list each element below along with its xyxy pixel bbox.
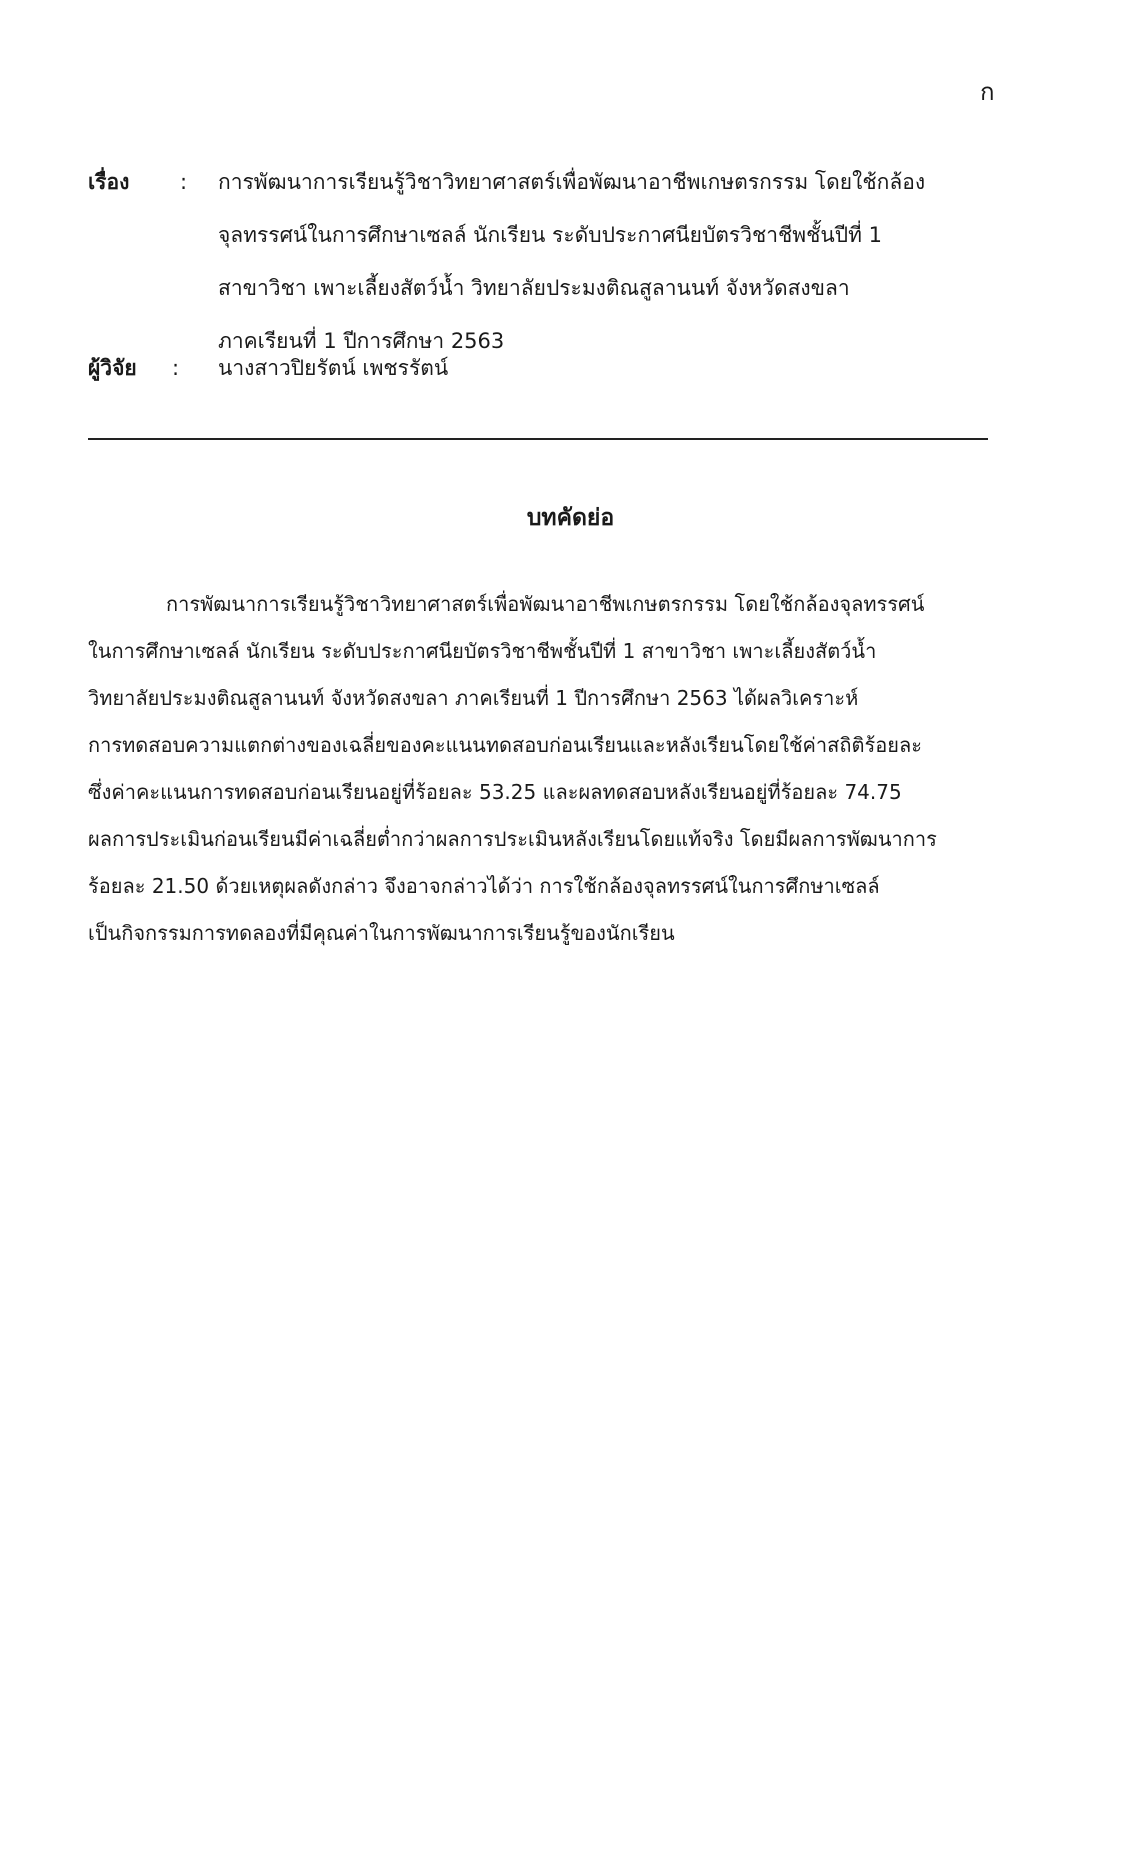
abstract-body — [88, 590, 1006, 966]
researcher-block — [88, 354, 1088, 394]
subject-text — [218, 168, 998, 380]
subject-colon: : — [180, 170, 188, 194]
abstract-line: ร้อยละ 21.50 ด้วยเหตุผลดังกล่าว จึงอาจกล่าวได้ว่า การใช้กล้องจุลทรรศน์ในการศึกษาเซลล์ — [88, 874, 880, 898]
abstract-line: ผลการประเมินก่อนเรียนมีค่าเฉลี่ยต่ำกว่าผลการประเมินหลังเรียนโดยแท้จริง โดยมีผลการพัฒนาการ — [88, 827, 937, 851]
page-number: ก — [980, 78, 995, 106]
subject-line: การพัฒนาการเรียนรู้วิชาวิทยาศาสตร์เพื่อพัฒนาอาชีพเกษตรกรรม โดยใช้กล้อง — [218, 170, 926, 194]
abstract-line: วิทยาลัยประมงติณสูลานนท์ จังหวัดสงขลา ภาคเรียนที่ 1 ปีการศึกษา 2563 ได้ผลวิเคราะห์ — [88, 686, 859, 710]
divider-line — [88, 438, 988, 440]
subject-line: จุลทรรศน์ในการศึกษาเซลล์ นักเรียน ระดับประกาศนียบัตรวิชาชีพชั้นปีที่ 1 — [218, 223, 882, 247]
abstract-line: การทดสอบความแตกต่างของเฉลี่ยของคะแนนทดสอบก่อนเรียนและหลังเรียนโดยใช้ค่าสถิติร้อยละ — [88, 733, 922, 757]
researcher-label: ผู้วิจัย — [88, 356, 137, 380]
subject-line: ภาคเรียนที่ 1 ปีการศึกษา 2563 — [218, 329, 505, 353]
researcher-name: นางสาวปิยรัตน์ เพชรรัตน์ — [218, 356, 449, 380]
subject-line: สาขาวิชา เพาะเลี้ยงสัตว์น้ำ วิทยาลัยประมงติณสูลานนท์ จังหวัดสงขลา — [218, 276, 850, 300]
abstract-heading: บทคัดย่อ — [526, 505, 615, 531]
abstract-line: การพัฒนาการเรียนรู้วิชาวิทยาศาสตร์เพื่อพัฒนาอาชีพเกษตรกรรม โดยใช้กล้องจุลทรรศน์ — [166, 592, 925, 616]
abstract-line: ในการศึกษาเซลล์ นักเรียน ระดับประกาศนียบัตรวิชาชีพชั้นปีที่ 1 สาขาวิชา เพาะเลี้ยงสัตว์น้ำ — [88, 639, 877, 663]
abstract-line: ซึ่งค่าคะแนนการทดสอบก่อนเรียนอยู่ที่ร้อยละ 53.25 และผลทดสอบหลังเรียนอยู่ที่ร้อยละ 74.75 — [88, 780, 902, 804]
abstract-line: เป็นกิจกรรมการทดลองที่มีคุณค่าในการพัฒนาการเรียนรู้ของนักเรียน — [88, 921, 675, 945]
subject-label: เรื่อง — [88, 170, 130, 194]
researcher-colon: : — [172, 356, 180, 380]
